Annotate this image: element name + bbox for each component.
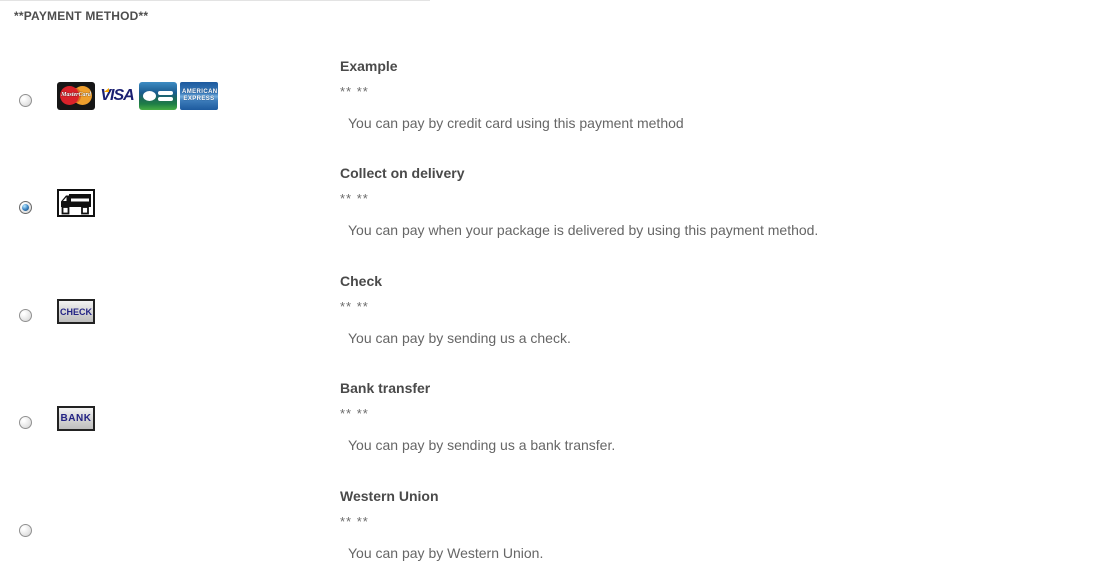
cb-b-shape-bottom [158,97,173,101]
amex-icon [180,82,218,110]
payment-option-row-example [0,55,1112,162]
payment-option-row-bank [0,377,1112,484]
page-title: **PAYMENT METHOD** [14,9,149,23]
cb-card-icon [139,82,177,110]
radio-western-union[interactable] [19,524,32,537]
payment-option-title: Collect on delivery [340,165,465,181]
mastercard-label: MasterCard [61,92,91,98]
visa-label: VISA [100,87,134,104]
mastercard-icon [57,82,95,110]
payment-option-description: You can pay when your package is delivered by using this payment method. [348,222,819,238]
payment-option-description: You can pay by sending us a check. [348,330,571,346]
radio-collect-on-delivery[interactable] [19,201,32,214]
payment-option-description: You can pay by credit card using this payment method [348,115,684,131]
visa-icon [98,82,136,110]
visa-orange-accent [104,88,109,92]
payment-option-row-cod [0,162,1112,269]
payment-option-row-western-union [0,485,1112,581]
payment-option-title: Bank transfer [340,380,431,396]
payment-option-stars: ** ** [340,514,369,529]
card-brands-strip [57,82,218,110]
bank-icon-label: BANK [60,413,92,424]
payment-option-stars: ** ** [340,84,369,99]
check-icon-label: CHECK [59,306,92,317]
payment-option-title: Western Union [340,488,439,504]
check-payment-icon [57,299,95,324]
radio-bank-transfer[interactable] [19,416,32,429]
radio-credit-card[interactable] [19,94,32,107]
delivery-truck-icon [57,189,95,222]
bank-payment-icon [57,406,95,431]
amex-label: AMERICAN EXPRESS [182,89,218,102]
payment-option-title: Example [340,58,398,74]
payment-option-title: Check [340,273,383,289]
payment-option-stars: ** ** [340,406,369,421]
payment-option-description: You can pay by Western Union. [348,545,544,561]
cb-b-shape-top [158,91,173,95]
payment-option-description: You can pay by sending us a bank transfer. [348,437,616,453]
payment-option-stars: ** ** [340,191,369,206]
top-divider [0,0,430,1]
radio-check[interactable] [19,309,32,322]
cb-c-shape [143,91,156,101]
payment-option-stars: ** ** [340,299,369,314]
payment-option-row-check [0,270,1112,377]
